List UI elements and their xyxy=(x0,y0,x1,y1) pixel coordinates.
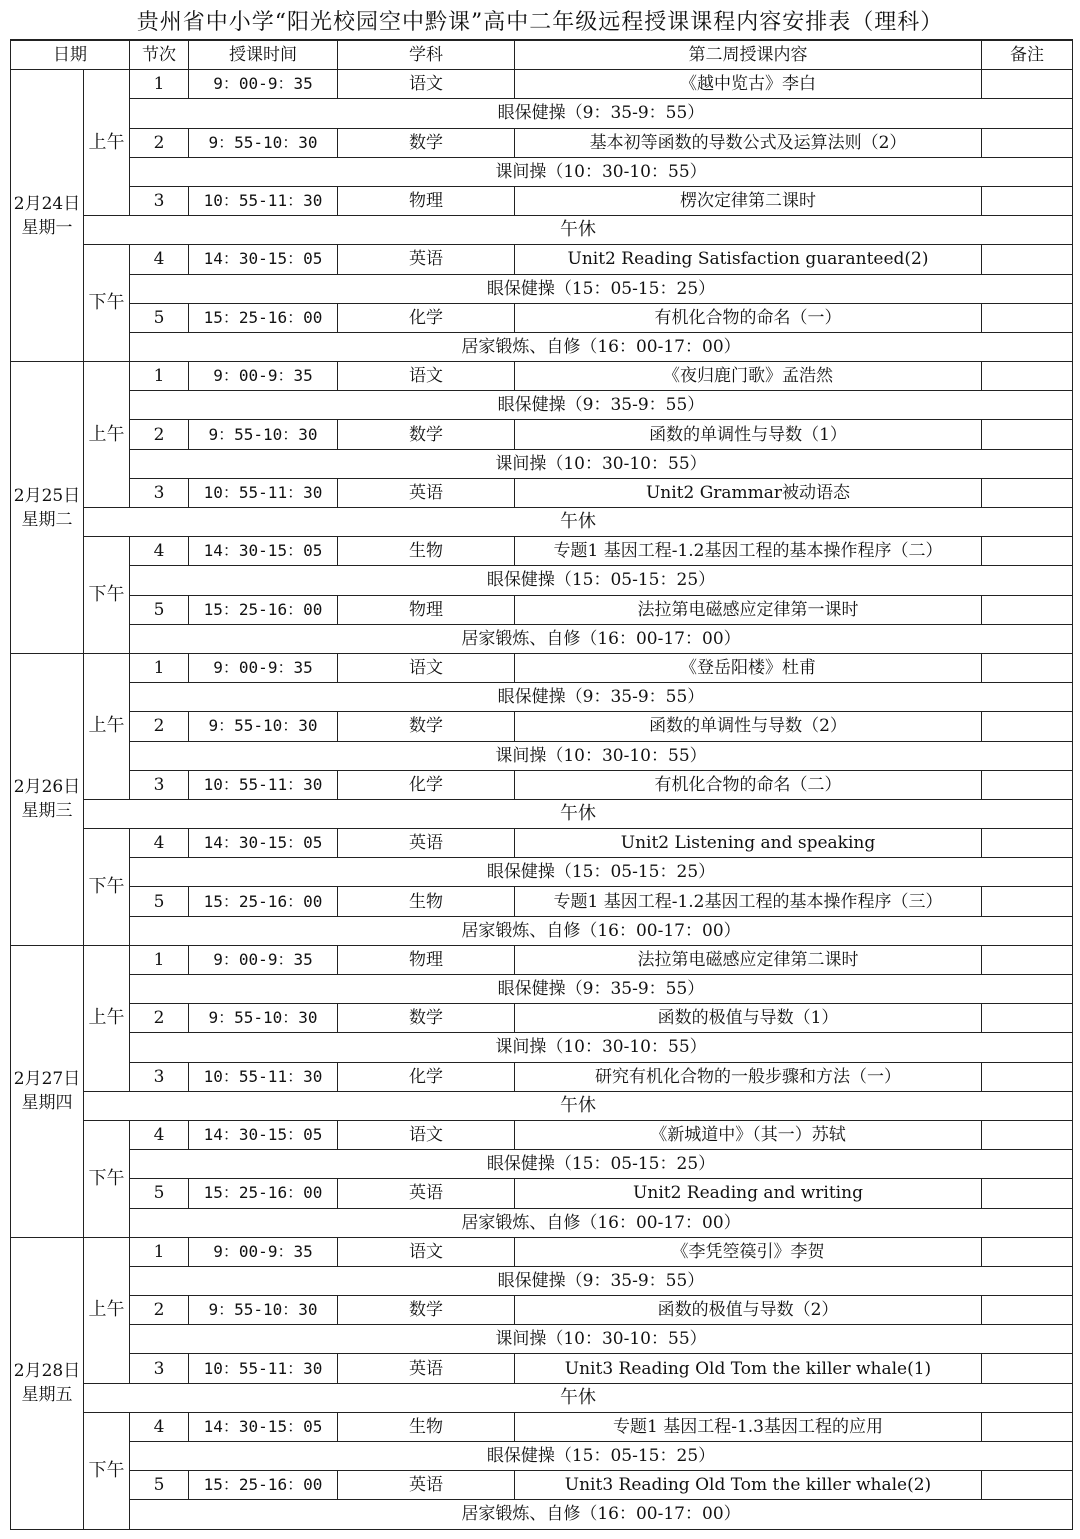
schedule-row xyxy=(11,683,1073,712)
subject: 物理 xyxy=(338,595,515,624)
noon-rest: 午休 xyxy=(84,799,1073,828)
lesson-content: 法拉第电磁感应定律第二课时 xyxy=(515,945,982,974)
class-time: 14：30-15：05 xyxy=(189,829,338,858)
note-cell xyxy=(982,1179,1073,1208)
note-cell xyxy=(982,1412,1073,1441)
lesson-content: 函数的单调性与导数（2） xyxy=(515,712,982,741)
lesson-content: 专题1 基因工程-1.2基因工程的基本操作程序（二） xyxy=(515,537,982,566)
note-cell xyxy=(982,887,1073,916)
schedule-row xyxy=(11,887,1073,916)
note-cell xyxy=(982,362,1073,391)
eye-exercise-am: 眼保健操（9：35-9：55） xyxy=(130,391,1073,420)
self-study: 居家锻炼、自修（16：00-17：00） xyxy=(130,1500,1073,1529)
schedule-row xyxy=(11,653,1073,682)
period-number: 2 xyxy=(130,420,189,449)
subject: 语文 xyxy=(338,1120,515,1149)
lesson-content: 《李凭箜篌引》李贺 xyxy=(515,1237,982,1266)
note-cell xyxy=(982,186,1073,215)
subject: 英语 xyxy=(338,829,515,858)
morning-label: 上午 xyxy=(84,653,130,799)
schedule-row xyxy=(11,1412,1073,1441)
period-number: 3 xyxy=(130,478,189,507)
period-number: 3 xyxy=(130,1062,189,1091)
lesson-content: 法拉第电磁感应定律第一课时 xyxy=(515,595,982,624)
period-number: 2 xyxy=(130,128,189,157)
subject: 生物 xyxy=(338,887,515,916)
subject: 生物 xyxy=(338,1412,515,1441)
note-cell xyxy=(982,478,1073,507)
eye-exercise-am: 眼保健操（9：35-9：55） xyxy=(130,1266,1073,1295)
lesson-content: 研究有机化合物的一般步骤和方法（一） xyxy=(515,1062,982,1091)
subject: 化学 xyxy=(338,770,515,799)
class-time: 9：55-10：30 xyxy=(189,420,338,449)
period-number: 5 xyxy=(130,887,189,916)
subject: 英语 xyxy=(338,1471,515,1500)
lesson-content: Unit2 Reading and writing xyxy=(515,1179,982,1208)
subject: 英语 xyxy=(338,478,515,507)
lesson-content: 专题1 基因工程-1.3基因工程的应用 xyxy=(515,1412,982,1441)
schedule-row xyxy=(11,1062,1073,1091)
lesson-content: 有机化合物的命名（一） xyxy=(515,303,982,332)
header-note: 备注 xyxy=(982,40,1073,70)
lesson-content: 《登岳阳楼》杜甫 xyxy=(515,653,982,682)
schedule-row xyxy=(11,70,1073,99)
morning-label: 上午 xyxy=(84,70,130,216)
schedule-row xyxy=(11,391,1073,420)
header-row xyxy=(11,40,1073,70)
schedule-row xyxy=(11,508,1073,537)
period-number: 3 xyxy=(130,770,189,799)
header-subject: 学科 xyxy=(338,40,515,70)
subject: 数学 xyxy=(338,1004,515,1033)
class-time: 9：55-10：30 xyxy=(189,128,338,157)
header-period: 节次 xyxy=(130,40,189,70)
break-exercise: 课间操（10：30-10：55） xyxy=(130,157,1073,186)
afternoon-label: 下午 xyxy=(84,1120,130,1237)
morning-label: 上午 xyxy=(84,362,130,508)
note-cell xyxy=(982,1004,1073,1033)
period-number: 4 xyxy=(130,829,189,858)
weekday-text: 星期五 xyxy=(21,1385,73,1406)
period-number: 4 xyxy=(130,1412,189,1441)
lesson-content: 有机化合物的命名（二） xyxy=(515,770,982,799)
note-cell xyxy=(982,945,1073,974)
schedule-row xyxy=(11,1354,1073,1383)
schedule-row xyxy=(11,420,1073,449)
noon-rest: 午休 xyxy=(84,216,1073,245)
eye-exercise-am: 眼保健操（9：35-9：55） xyxy=(130,975,1073,1004)
period-number: 2 xyxy=(130,1004,189,1033)
self-study: 居家锻炼、自修（16：00-17：00） xyxy=(130,332,1073,361)
weekday-text: 星期一 xyxy=(21,217,73,238)
lesson-content: Unit2 Grammar被动语态 xyxy=(515,478,982,507)
schedule-row xyxy=(11,858,1073,887)
subject: 语文 xyxy=(338,362,515,391)
lesson-content: Unit2 Reading Satisfaction guaranteed(2) xyxy=(515,245,982,274)
note-cell xyxy=(982,770,1073,799)
schedule-row xyxy=(11,741,1073,770)
schedule-row xyxy=(11,1442,1073,1471)
schedule-row xyxy=(11,1150,1073,1179)
lesson-content: 函数的单调性与导数（1） xyxy=(515,420,982,449)
subject: 数学 xyxy=(338,1296,515,1325)
weekday-text: 星期二 xyxy=(21,509,73,530)
document-title: 贵州省中小学“阳光校园空中黔课”高中二年级远程授课课程内容安排表（理科） xyxy=(136,10,944,35)
period-number: 1 xyxy=(130,362,189,391)
afternoon-label: 下午 xyxy=(84,829,130,946)
class-time: 15：25-16：00 xyxy=(189,1471,338,1500)
class-time: 15：25-16：00 xyxy=(189,303,338,332)
schedule-row xyxy=(11,537,1073,566)
day-date xyxy=(11,945,84,1237)
note-cell xyxy=(982,1120,1073,1149)
subject: 英语 xyxy=(338,1179,515,1208)
schedule-row xyxy=(11,1266,1073,1295)
note-cell xyxy=(982,1062,1073,1091)
lesson-content: 《新城道中》（其一）苏轼 xyxy=(515,1120,982,1149)
schedule-row xyxy=(11,1208,1073,1237)
break-exercise: 课间操（10：30-10：55） xyxy=(130,741,1073,770)
class-time: 9：00-9：35 xyxy=(189,362,338,391)
subject: 数学 xyxy=(338,420,515,449)
subject: 英语 xyxy=(338,245,515,274)
subject: 语文 xyxy=(338,653,515,682)
noon-rest: 午休 xyxy=(84,508,1073,537)
period-number: 5 xyxy=(130,595,189,624)
class-time: 15：25-16：00 xyxy=(189,1179,338,1208)
eye-exercise-pm: 眼保健操（15：05-15：25） xyxy=(130,566,1073,595)
subject: 生物 xyxy=(338,537,515,566)
subject: 物理 xyxy=(338,186,515,215)
period-number: 2 xyxy=(130,712,189,741)
subject: 化学 xyxy=(338,1062,515,1091)
class-time: 10：55-11：30 xyxy=(189,1354,338,1383)
schedule-row xyxy=(11,975,1073,1004)
schedule-row xyxy=(11,1120,1073,1149)
weekday-text: 星期三 xyxy=(21,801,73,822)
note-cell xyxy=(982,128,1073,157)
self-study: 居家锻炼、自修（16：00-17：00） xyxy=(130,916,1073,945)
subject: 语文 xyxy=(338,70,515,99)
day-date xyxy=(11,1237,84,1529)
note-cell xyxy=(982,245,1073,274)
schedule-row xyxy=(11,1091,1073,1120)
subject: 物理 xyxy=(338,945,515,974)
header-time: 授课时间 xyxy=(189,40,338,70)
period-number: 1 xyxy=(130,653,189,682)
lesson-content: 函数的极值与导数（2） xyxy=(515,1296,982,1325)
schedule-row xyxy=(11,566,1073,595)
schedule-row xyxy=(11,449,1073,478)
class-time: 14：30-15：05 xyxy=(189,537,338,566)
date-text: 2月24日 xyxy=(13,193,81,214)
schedule-row xyxy=(11,362,1073,391)
eye-exercise-pm: 眼保健操（15：05-15：25） xyxy=(130,1442,1073,1471)
period-number: 5 xyxy=(130,1179,189,1208)
period-number: 4 xyxy=(130,245,189,274)
schedule-row xyxy=(11,829,1073,858)
morning-label: 上午 xyxy=(84,945,130,1091)
self-study: 居家锻炼、自修（16：00-17：00） xyxy=(130,624,1073,653)
lesson-content: 函数的极值与导数（1） xyxy=(515,1004,982,1033)
note-cell xyxy=(982,1354,1073,1383)
schedule-row xyxy=(11,624,1073,653)
schedule-table xyxy=(10,39,1073,1530)
schedule-row xyxy=(11,712,1073,741)
class-time: 10：55-11：30 xyxy=(189,770,338,799)
period-number: 3 xyxy=(130,186,189,215)
lesson-content: Unit3 Reading Old Tom the killer whale(2) xyxy=(515,1471,982,1500)
class-time: 9：00-9：35 xyxy=(189,653,338,682)
period-number: 1 xyxy=(130,1237,189,1266)
eye-exercise-am: 眼保健操（9：35-9：55） xyxy=(130,683,1073,712)
schedule-row xyxy=(11,1033,1073,1062)
note-cell xyxy=(982,420,1073,449)
lesson-content: 《越中览古》李白 xyxy=(515,70,982,99)
schedule-row xyxy=(11,1237,1073,1266)
subject: 语文 xyxy=(338,1237,515,1266)
schedule-row xyxy=(11,478,1073,507)
note-cell xyxy=(982,70,1073,99)
period-number: 5 xyxy=(130,1471,189,1500)
schedule-row xyxy=(11,916,1073,945)
schedule-row xyxy=(11,1500,1073,1529)
header-content: 第二周授课内容 xyxy=(515,40,982,70)
period-number: 1 xyxy=(130,945,189,974)
note-cell xyxy=(982,537,1073,566)
lesson-content: 楞次定律第二课时 xyxy=(515,186,982,215)
note-cell xyxy=(982,1296,1073,1325)
schedule-row xyxy=(11,1325,1073,1354)
date-text: 2月26日 xyxy=(13,777,81,798)
eye-exercise-am: 眼保健操（9：35-9：55） xyxy=(130,99,1073,128)
note-cell xyxy=(982,829,1073,858)
period-number: 4 xyxy=(130,1120,189,1149)
afternoon-label: 下午 xyxy=(84,245,130,362)
lesson-content: Unit2 Listening and speaking xyxy=(515,829,982,858)
subject: 数学 xyxy=(338,128,515,157)
day-date xyxy=(11,70,84,362)
subject: 英语 xyxy=(338,1354,515,1383)
note-cell xyxy=(982,1237,1073,1266)
noon-rest: 午休 xyxy=(84,1091,1073,1120)
schedule-row xyxy=(11,1004,1073,1033)
weekday-text: 星期四 xyxy=(21,1093,73,1114)
class-time: 9：00-9：35 xyxy=(189,70,338,99)
schedule-row xyxy=(11,595,1073,624)
break-exercise: 课间操（10：30-10：55） xyxy=(130,1325,1073,1354)
schedule-row xyxy=(11,332,1073,361)
schedule-row xyxy=(11,274,1073,303)
afternoon-label: 下午 xyxy=(84,537,130,654)
class-time: 9：55-10：30 xyxy=(189,712,338,741)
schedule-row xyxy=(11,303,1073,332)
date-text: 2月25日 xyxy=(13,485,81,506)
lesson-content: Unit3 Reading Old Tom the killer whale(1) xyxy=(515,1354,982,1383)
schedule-row xyxy=(11,770,1073,799)
class-time: 10：55-11：30 xyxy=(189,1062,338,1091)
note-cell xyxy=(982,595,1073,624)
schedule-row xyxy=(11,1296,1073,1325)
day-date xyxy=(11,653,84,945)
class-time: 9：55-10：30 xyxy=(189,1296,338,1325)
date-text: 2月28日 xyxy=(13,1361,81,1382)
class-time: 9：00-9：35 xyxy=(189,945,338,974)
lesson-content: 专题1 基因工程-1.2基因工程的基本操作程序（三） xyxy=(515,887,982,916)
schedule-sheet xyxy=(10,39,1072,1529)
period-number: 3 xyxy=(130,1354,189,1383)
note-cell xyxy=(982,653,1073,682)
schedule-row xyxy=(11,799,1073,828)
eye-exercise-pm: 眼保健操（15：05-15：25） xyxy=(130,274,1073,303)
class-time: 14：30-15：05 xyxy=(189,245,338,274)
schedule-row xyxy=(11,99,1073,128)
date-text: 2月27日 xyxy=(13,1069,81,1090)
class-time: 14：30-15：05 xyxy=(189,1412,338,1441)
header-date: 日期 xyxy=(11,40,130,70)
class-time: 10：55-11：30 xyxy=(189,478,338,507)
noon-rest: 午休 xyxy=(84,1383,1073,1412)
lesson-content: 《夜归鹿门歌》孟浩然 xyxy=(515,362,982,391)
class-time: 15：25-16：00 xyxy=(189,887,338,916)
self-study: 居家锻炼、自修（16：00-17：00） xyxy=(130,1208,1073,1237)
schedule-row xyxy=(11,245,1073,274)
subject: 化学 xyxy=(338,303,515,332)
schedule-row xyxy=(11,216,1073,245)
schedule-row xyxy=(11,945,1073,974)
afternoon-label: 下午 xyxy=(84,1412,130,1529)
schedule-row xyxy=(11,157,1073,186)
day-date xyxy=(11,362,84,654)
note-cell xyxy=(982,1471,1073,1500)
schedule-row xyxy=(11,128,1073,157)
eye-exercise-pm: 眼保健操（15：05-15：25） xyxy=(130,858,1073,887)
morning-label: 上午 xyxy=(84,1237,130,1383)
period-number: 1 xyxy=(130,70,189,99)
break-exercise: 课间操（10：30-10：55） xyxy=(130,1033,1073,1062)
period-number: 5 xyxy=(130,303,189,332)
note-cell xyxy=(982,712,1073,741)
lesson-content: 基本初等函数的导数公式及运算法则（2） xyxy=(515,128,982,157)
class-time: 14：30-15：05 xyxy=(189,1120,338,1149)
class-time: 9：55-10：30 xyxy=(189,1004,338,1033)
period-number: 2 xyxy=(130,1296,189,1325)
class-time: 9：00-9：35 xyxy=(189,1237,338,1266)
schedule-row xyxy=(11,186,1073,215)
schedule-body xyxy=(11,40,1073,1529)
subject: 数学 xyxy=(338,712,515,741)
class-time: 10：55-11：30 xyxy=(189,186,338,215)
eye-exercise-pm: 眼保健操（15：05-15：25） xyxy=(130,1150,1073,1179)
period-number: 4 xyxy=(130,537,189,566)
break-exercise: 课间操（10：30-10：55） xyxy=(130,449,1073,478)
schedule-row xyxy=(11,1383,1073,1412)
schedule-row xyxy=(11,1471,1073,1500)
schedule-row xyxy=(11,1179,1073,1208)
class-time: 15：25-16：00 xyxy=(189,595,338,624)
note-cell xyxy=(982,303,1073,332)
